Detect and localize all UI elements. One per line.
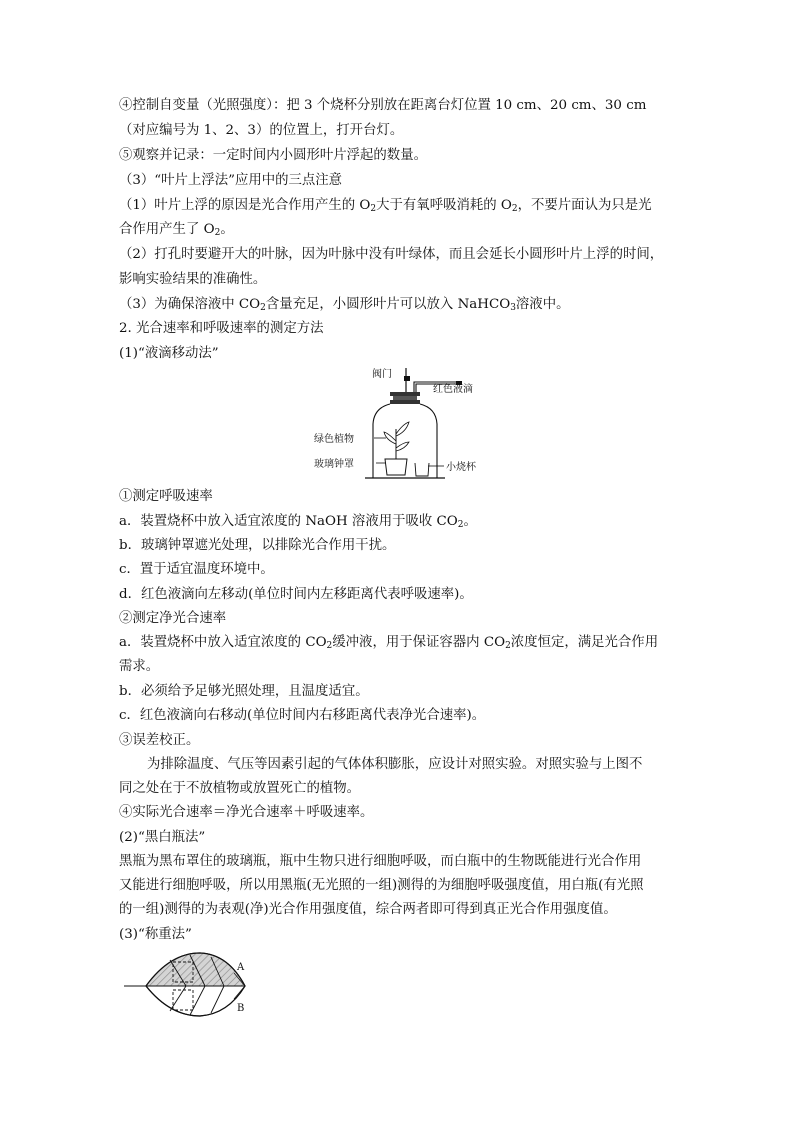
text-line: a．装置烧杯中放入适宜浓度的 NaOH 溶液用于吸收 $CO_2$。 [119,514,477,530]
text-line: b．玻璃钟罩遮光处理，以排除光合作用干扰。 [119,538,396,553]
text-line: 影响实验结果的准确性。 [119,272,267,287]
text-line: 又能进行细胞呼吸，所以用黑瓶(无光照的一组)测得的为细胞呼吸强度值，用白瓶(有光照 [119,878,644,893]
point-b-label: B [237,1003,245,1014]
droplet-apparatus-figure [310,362,510,484]
text-line: (2)“黑白瓶法” [119,830,206,845]
text-line: （3）为确保溶液中 $CO_2$含量充足，小圆形叶片可以放入 NaHCO$_3$溶液中。 [119,297,570,313]
text-line: 黑瓶为黑布罩住的玻璃瓶，瓶中生物只进行细胞呼吸，而白瓶中的生物既能进行光合作用 [119,854,642,869]
text-line: b．必须给予足够光照处理，且温度适宜。 [119,684,369,699]
text-line: 的一组)测得的为表观(净)光合作用强度值，综合两者即可得到真正光合作用强度值。 [119,902,617,917]
green-plant-label: 绿色植物 [314,434,354,445]
red-drop-label: 红色液滴 [433,384,473,395]
text-line: （2）打孔时要避开大的叶脉，因为叶脉中没有叶绿体，而且会延长小圆形叶片上浮的时间， [119,247,664,262]
text-line: 合作用产生了 $O_2$。 [119,222,234,238]
point-a-label: A [237,962,245,973]
text-line: d．红色液滴向左移动(单位时间内左移距离代表呼吸速率)。 [119,587,473,602]
valve-label: 阀门 [372,369,392,380]
text-line: ②测定净光合速率 [119,611,227,626]
small-beaker-label: 小烧杯 [446,462,476,473]
text-line: ⑤观察并记录：一定时间内小圆形叶片浮起的数量。 [119,148,427,163]
text-line: c．红色液滴向右移动(单位时间内右移距离代表净光合速率)。 [119,708,486,723]
text-line: 为排除温度、气压等因素引起的气体体积膨胀，应设计对照实验。对照实验与上图不 [147,757,643,772]
text-line: ④实际光合速率＝净光合速率＋呼吸速率。 [119,805,374,820]
text-line: c．置于适宜温度环境中。 [119,562,274,577]
text-line: 同之处在于不放植物或放置死亡的植物。 [119,781,361,796]
text-line: 2. 光合速率和呼吸速率的测定方法 [119,321,324,336]
text-line: （1）叶片上浮的原因是光合作用产生的 $O_2$大于有氧呼吸消耗的 $O_2$，不要片面认为只是光 [119,198,652,214]
text-line: 需求。 [119,659,160,674]
text-line: ④控制自变量（光照强度）：把 3 个烧杯分别放在距离台灯位置 10 cm、20 cm、30 cm [119,98,647,113]
text-line: a．装置烧杯中放入适宜浓度的 $CO_2$缓冲液，用于保证容器内 $CO_2$浓度恒定，满足光合作用 [119,635,659,651]
text-line: ③误差校正。 [119,733,200,748]
text-line: （3）“叶片上浮法”应用中的三点注意 [119,173,343,188]
glass-bell-label: 玻璃钟罩 [314,459,354,470]
leaf-weighing-figure [120,944,270,1018]
text-line: （对应编号为 1、2、3）的位置上，打开台灯。 [119,123,404,138]
text-line: ①测定呼吸速率 [119,489,213,504]
text-line: (3)“称重法” [119,927,192,942]
text-line: (1)“液滴移动法” [119,346,219,361]
